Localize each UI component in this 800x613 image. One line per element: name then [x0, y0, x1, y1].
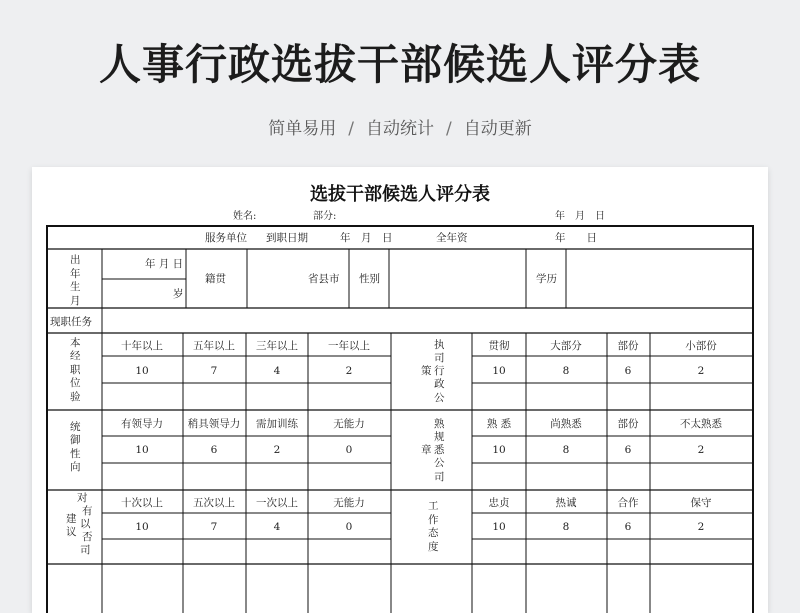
score-cell: 2 — [697, 521, 705, 533]
score-cell: 8 — [562, 365, 570, 377]
subtitle-feature-3: 自动更新 — [463, 119, 532, 139]
svg-text:本: 本 — [70, 337, 81, 349]
svg-text:向: 向 — [70, 461, 81, 473]
department-label: 部分: — [313, 211, 337, 222]
header-cell: 有领导力 — [121, 418, 163, 430]
svg-text:政: 政 — [434, 378, 445, 390]
page-title: 人事行政选拔干部候选人评分表 — [98, 40, 701, 89]
svg-text:司: 司 — [434, 352, 445, 364]
header-cell: 贯彻 — [488, 340, 510, 352]
header-cell: 五年以上 — [193, 340, 235, 352]
gender-label: 性别 — [359, 273, 380, 285]
section-suggestions-label — [66, 491, 93, 556]
header-cell: 保守 — [690, 497, 712, 509]
province-county-city: 省县市 — [308, 273, 340, 285]
svg-text:态: 态 — [428, 527, 439, 539]
svg-text:行: 行 — [434, 365, 445, 377]
svg-text:统: 统 — [70, 421, 81, 433]
svg-text:月: 月 — [70, 295, 81, 307]
svg-text:生: 生 — [70, 281, 81, 293]
header-cell: 热诚 — [555, 497, 577, 509]
score-cell: 8 — [562, 444, 570, 456]
score-cell: 2 — [273, 444, 281, 456]
subtitle-feature-1: 简单易用 — [268, 119, 337, 139]
header-cell: 一年以上 — [328, 340, 370, 352]
score-cell: 10 — [492, 365, 506, 377]
score-cell: 0 — [345, 521, 353, 533]
name-label: 姓名: — [233, 211, 257, 222]
svg-text:有: 有 — [82, 505, 93, 517]
score-cell: 0 — [345, 444, 353, 456]
svg-text:建: 建 — [66, 513, 77, 525]
score-cell: 7 — [210, 365, 218, 377]
score-cell: 10 — [492, 521, 506, 533]
annual-salary-year-day: 年 日 — [555, 232, 597, 244]
subtitle-feature-2: 自动统计 — [366, 119, 434, 139]
header-cell: 合作 — [617, 497, 639, 509]
score-cell: 10 — [135, 444, 149, 456]
score-cell: 10 — [135, 521, 149, 533]
score-cell: 2 — [345, 365, 353, 377]
section-attitude-label — [428, 500, 439, 553]
svg-text:出: 出 — [70, 254, 81, 266]
date-label: 年 月 日 — [555, 211, 605, 222]
svg-text:验: 验 — [70, 391, 81, 403]
section-policy-label — [421, 338, 445, 404]
page-subtitle — [0, 114, 800, 139]
svg-text:章: 章 — [421, 444, 432, 456]
section-rules-label — [421, 417, 445, 483]
header-cell: 熟 悉 — [486, 418, 512, 430]
subtitle-separator: / — [446, 119, 452, 139]
birth-label — [70, 253, 81, 307]
header-cell: 十年以上 — [121, 340, 163, 352]
header-cell: 三年以上 — [256, 340, 298, 352]
age-unit: 岁 — [173, 288, 184, 300]
score-cell: 4 — [273, 521, 281, 533]
subtitle-separator: / — [348, 119, 354, 139]
svg-text:议: 议 — [66, 526, 77, 538]
header-cell: 部份 — [617, 418, 639, 430]
section-leadership-label — [70, 420, 81, 473]
header-cell: 十次以上 — [121, 497, 163, 509]
section-experience-label — [70, 336, 81, 403]
start-date-label: 到职日期 — [266, 232, 308, 244]
document-sheet — [32, 167, 768, 613]
svg-text:否: 否 — [82, 531, 93, 543]
svg-text:职: 职 — [70, 364, 81, 376]
evaluation-table — [32, 167, 768, 613]
svg-text:工: 工 — [428, 500, 439, 512]
header-cell: 一次以上 — [256, 497, 298, 509]
svg-text:司: 司 — [434, 471, 445, 483]
svg-text:悉: 悉 — [434, 444, 445, 456]
svg-text:年: 年 — [70, 268, 81, 280]
svg-text:熟: 熟 — [434, 418, 445, 430]
score-cell: 6 — [624, 365, 632, 377]
svg-text:公: 公 — [434, 457, 445, 469]
svg-text:对: 对 — [77, 492, 88, 504]
header-cell: 五次以上 — [193, 497, 235, 509]
header-cell: 尚熟悉 — [550, 418, 582, 430]
annual-salary-label: 全年资 — [436, 232, 468, 244]
score-cell: 6 — [210, 444, 218, 456]
score-cell: 6 — [624, 444, 632, 456]
birth-ymd: 年 月 日 — [145, 258, 184, 270]
svg-text:执: 执 — [434, 339, 445, 351]
score-cell: 4 — [273, 365, 281, 377]
score-cell: 7 — [210, 521, 218, 533]
current-post-label: 现职任务 — [50, 316, 92, 328]
header-cell: 大部分 — [550, 340, 582, 352]
header-cell: 无能力 — [333, 497, 365, 509]
header-cell: 部份 — [617, 340, 639, 352]
svg-text:御: 御 — [70, 434, 81, 446]
score-cell: 2 — [697, 444, 705, 456]
service-unit-label: 服务单位 — [205, 232, 247, 244]
svg-text:位: 位 — [70, 377, 81, 389]
header-cell: 忠贞 — [488, 497, 510, 509]
header-cell: 需加训练 — [256, 418, 298, 430]
svg-text:策: 策 — [421, 365, 432, 377]
score-cell: 10 — [492, 444, 506, 456]
education-label: 学历 — [536, 273, 557, 285]
svg-text:司: 司 — [80, 544, 91, 556]
svg-text:作: 作 — [428, 514, 439, 526]
score-cell: 6 — [624, 521, 632, 533]
document-title: 选拔干部候选人评分表 — [310, 184, 490, 205]
svg-text:经: 经 — [70, 350, 81, 362]
score-cell: 8 — [562, 521, 570, 533]
svg-text:公: 公 — [434, 392, 445, 404]
score-cell: 2 — [697, 365, 705, 377]
header-cell: 不太熟悉 — [680, 418, 722, 430]
header-cell: 小部份 — [685, 340, 717, 352]
header-cell: 稍具领导力 — [187, 418, 241, 430]
svg-text:规: 规 — [434, 431, 445, 443]
start-date-ymd: 年 月 日 — [340, 232, 393, 244]
score-cell: 10 — [135, 365, 149, 377]
svg-text:性: 性 — [70, 448, 81, 460]
header-cell: 无能力 — [333, 418, 365, 430]
svg-text:以: 以 — [80, 518, 91, 530]
native-place-label: 籍贯 — [205, 273, 226, 285]
svg-text:度: 度 — [428, 541, 439, 553]
